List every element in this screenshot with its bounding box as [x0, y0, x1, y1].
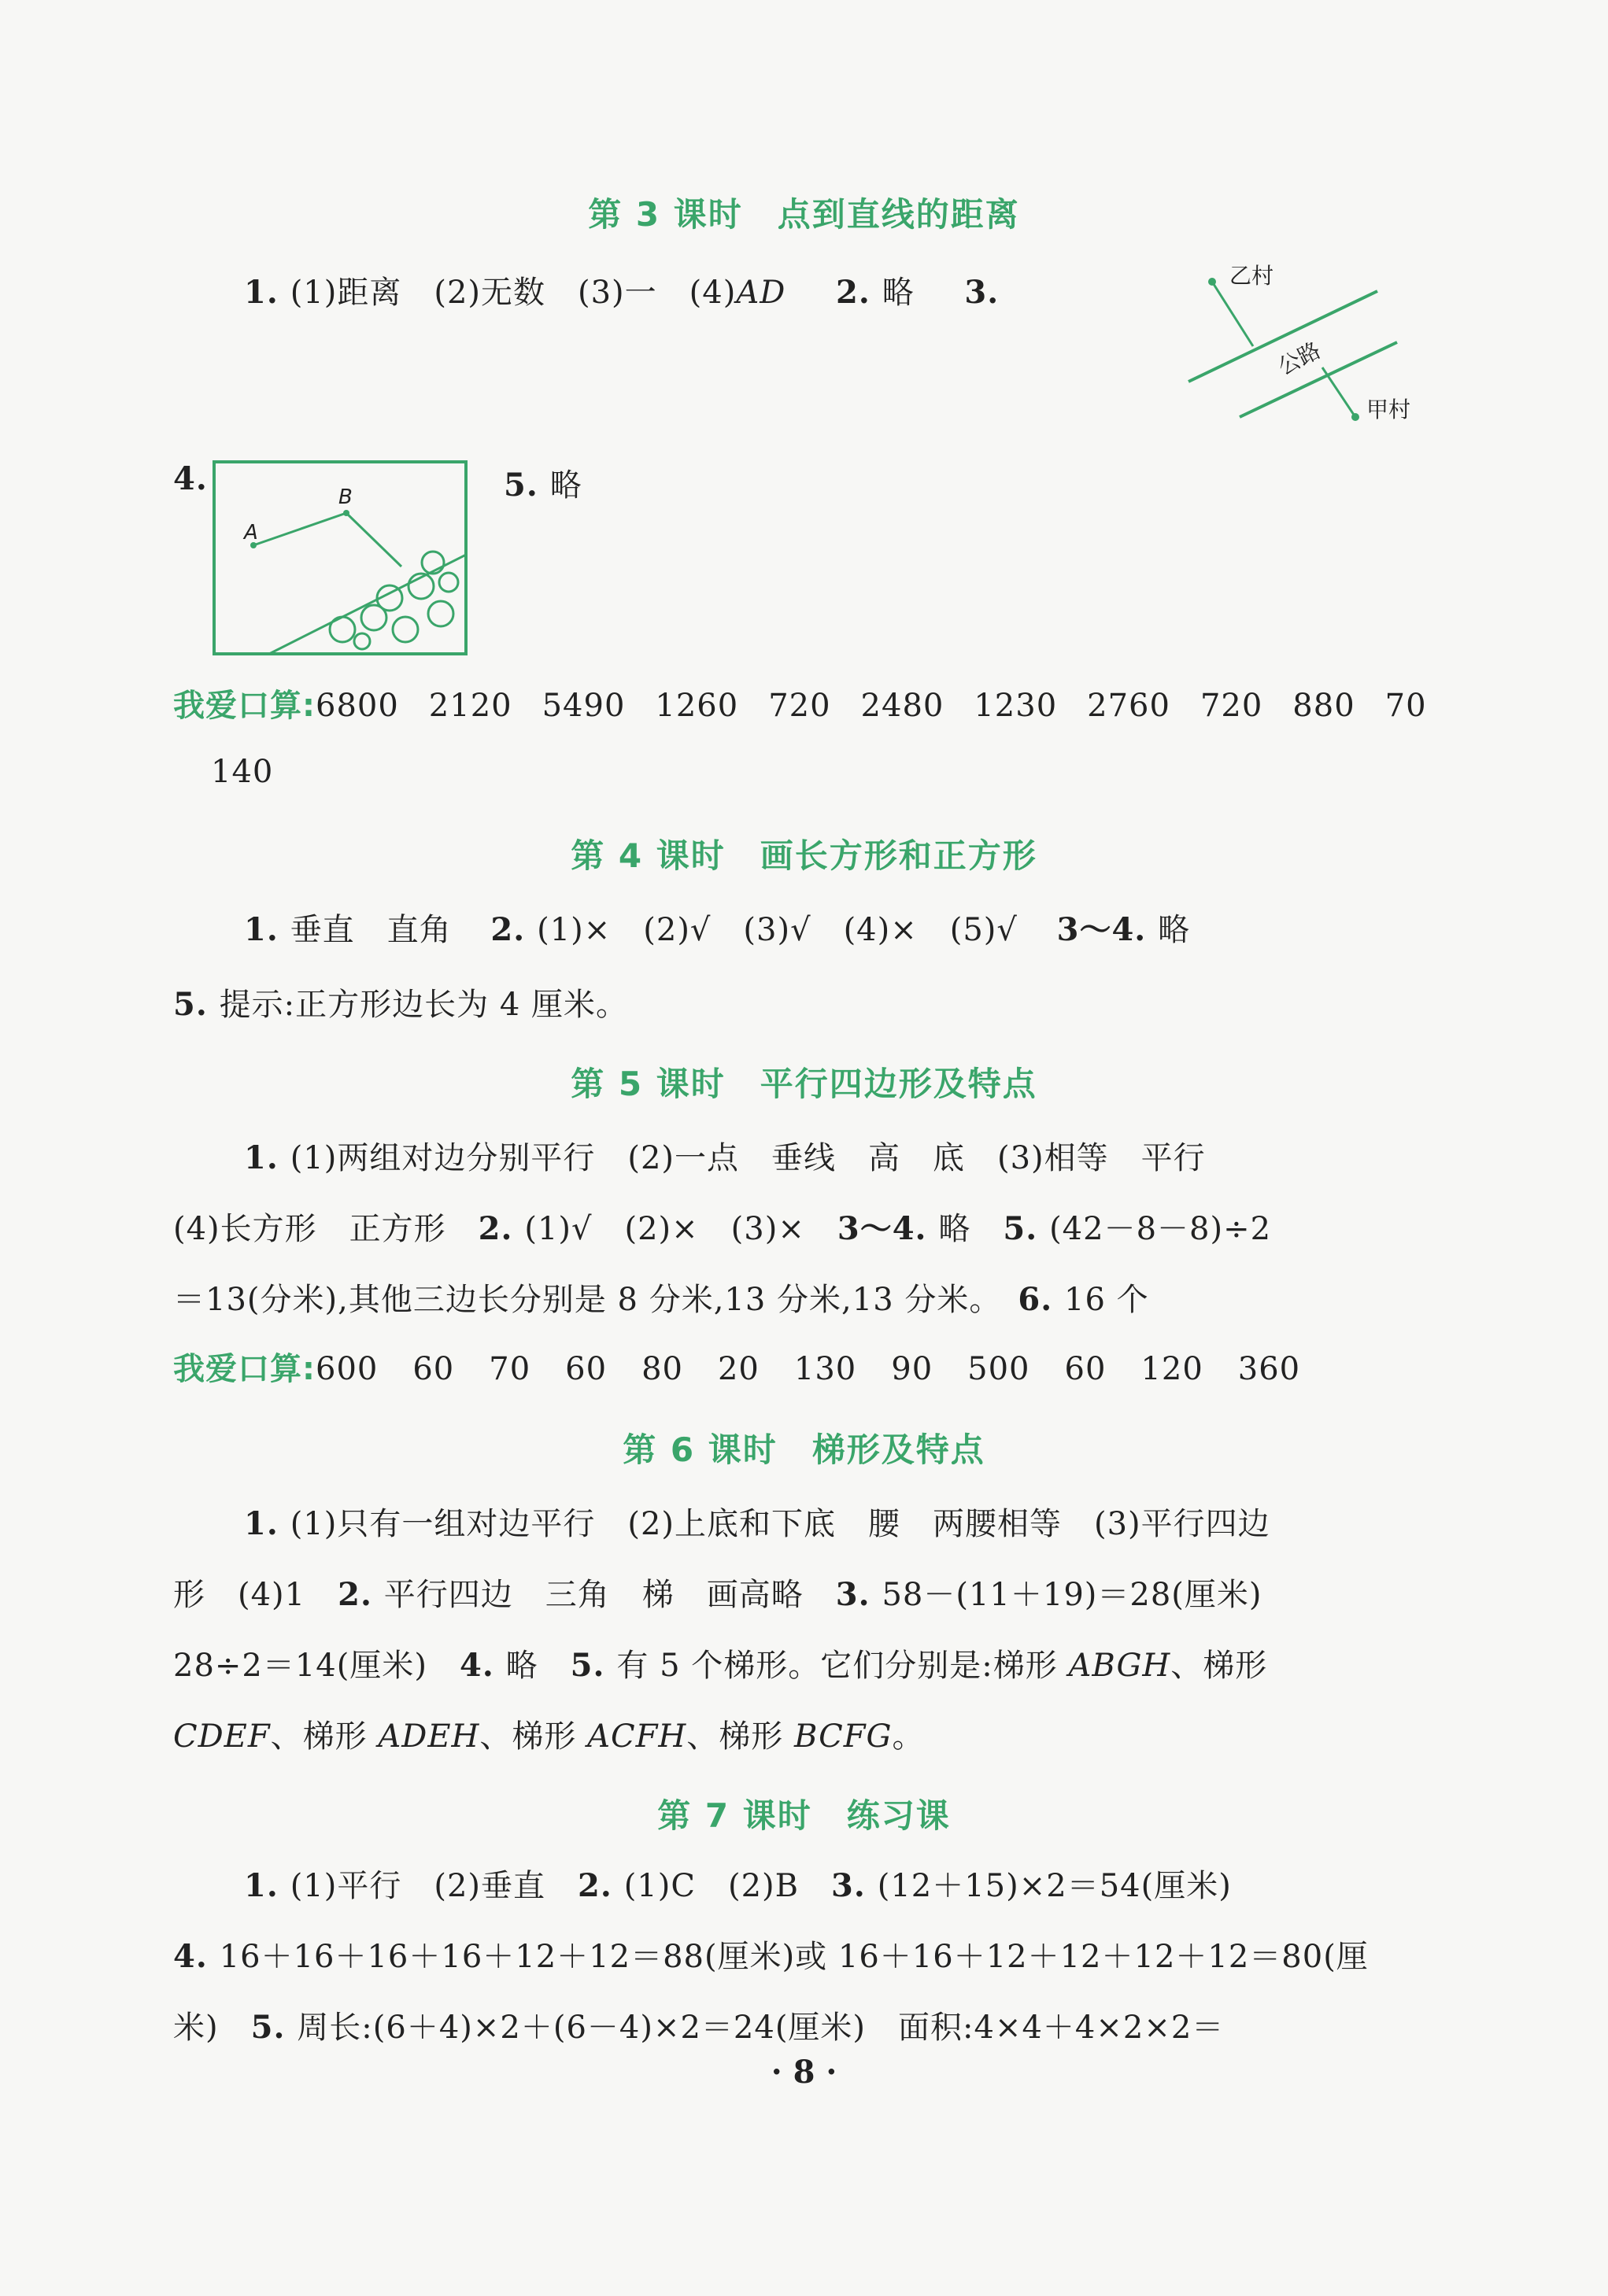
oral-value: 2760: [1087, 688, 1170, 724]
q-number: 6.: [1018, 1281, 1065, 1318]
answer-text: 16＋16＋16＋16＋12＋12＝88(厘米)或 16＋16＋12＋12＋12＋12＝80(厘: [219, 1939, 1369, 1975]
trapezoid-name: ACFH: [587, 1718, 687, 1755]
oral-values: [316, 1351, 1335, 1387]
answer-text: (12＋15)×2＝54(厘米): [877, 1868, 1232, 1904]
oral-value: 600: [316, 1351, 379, 1387]
s3-q4-number: 4.: [173, 460, 208, 497]
s6-line-2: [173, 1570, 1262, 1615]
answer-text: 米): [173, 2010, 251, 2046]
oral-value: 2480: [860, 688, 944, 724]
answer-text: 。: [892, 1718, 925, 1755]
answer-text: 垂直 直角: [290, 912, 452, 948]
point-a-label: A: [244, 521, 258, 544]
oral-values: [316, 688, 1457, 724]
s3-q2-text: 略: [882, 275, 915, 311]
answer-text: 16 个: [1064, 1282, 1149, 1318]
q-number: 3.: [964, 274, 1000, 311]
q-number: 5.: [570, 1647, 617, 1684]
q-number: 1.: [244, 911, 290, 948]
section-title-lesson-5: 第 5 课时 平行四边形及特点: [571, 1065, 1037, 1103]
answer-text: 略: [938, 1211, 1004, 1247]
oral-value: 1230: [974, 688, 1058, 724]
q-number: 2.: [578, 1867, 624, 1904]
s3-q1-ad: AD: [736, 275, 786, 311]
page-number: · 8 ·: [771, 2054, 837, 2091]
oral-value: 20: [717, 1351, 760, 1387]
trapezoid-name: ABGH: [1068, 1648, 1171, 1684]
oral-value: 880: [1292, 688, 1355, 724]
oral-value: 2120: [428, 688, 512, 724]
q-number: 5.: [173, 986, 220, 1023]
answer-text: (1)只有一组对边平行 (2)上底和下底 腰 两腰相等 (3)平行四边: [290, 1506, 1270, 1542]
oral-value: 6800: [316, 688, 399, 724]
answer-text: 、梯形: [479, 1718, 588, 1755]
village-b-label: 乙村: [1229, 263, 1274, 289]
answer-text: 周长:(6＋4)×2＋(6－4)×2＝24(厘米) 面积:4×4＋4×2×2＝: [297, 2010, 1225, 2046]
oral-value: 70: [489, 1351, 531, 1387]
section-title-lesson-6: 第 6 课时 梯形及特点: [623, 1430, 985, 1469]
s5-line-1: [244, 1133, 1206, 1178]
s7-line-2: [173, 1932, 1369, 1977]
oral-value: 70: [1384, 688, 1427, 724]
oral-value: 130: [793, 1351, 857, 1387]
oral-value: 720: [1200, 688, 1263, 724]
s5-oral-calc: [173, 1344, 1335, 1389]
q-number: 3～4.: [837, 1210, 939, 1247]
answer-text: (4)长方形 正方形: [173, 1211, 479, 1247]
oral-value: 60: [412, 1351, 455, 1387]
answer-text: 形 (4)1: [173, 1577, 338, 1613]
answer-text: ＝13(分米),其他三边长分别是 8 分米,13 分米,13 分米。: [173, 1282, 1018, 1318]
answer-text: 略: [1158, 912, 1191, 948]
q-number: 2.: [490, 911, 538, 948]
section-title-lesson-7: 第 7 课时 练习课: [657, 1796, 951, 1835]
answer-text: 、梯形: [270, 1718, 379, 1755]
q-number: 5.: [504, 467, 550, 504]
answer-text: (42－8－8)÷2: [1049, 1211, 1272, 1247]
s4-line-1: [244, 905, 1190, 950]
q-number: 2.: [836, 274, 882, 311]
trapezoid-name: BCFG: [793, 1718, 893, 1755]
q-number: 3～4.: [1056, 911, 1159, 948]
road-label: 公路: [1273, 337, 1325, 381]
s5-line-2: [173, 1204, 1271, 1249]
s5-line-3: [173, 1275, 1149, 1320]
oral-value: 60: [1064, 1351, 1107, 1387]
oral-value: 120: [1140, 1351, 1203, 1387]
oral-value: 1260: [655, 688, 739, 724]
q-number: 3.: [831, 1867, 878, 1904]
s4-line-2: [173, 980, 628, 1024]
answer-text: (1)√ (2)× (3)×: [524, 1211, 837, 1247]
s3-q5: [504, 460, 582, 505]
q-number: 2.: [478, 1210, 525, 1247]
q-number: 1.: [244, 1505, 290, 1542]
answer-text: 58－(11＋19)＝28(厘米): [882, 1577, 1262, 1613]
q-number: 2.: [338, 1576, 384, 1613]
s6-line-4: [173, 1711, 924, 1756]
q-number: 1.: [244, 1139, 290, 1176]
answer-text: (1)× (2)√ (3)√ (4)× (5)√: [537, 912, 1018, 948]
s6-line-1: [244, 1499, 1270, 1544]
answer-text: 、梯形: [1170, 1648, 1268, 1684]
oral-value: 90: [891, 1351, 933, 1387]
oral-value: 5490: [542, 688, 626, 724]
point-b-label: B: [338, 485, 353, 509]
tree-icons: [330, 552, 458, 649]
answer-text: 平行四边 三角 梯 画高略: [383, 1577, 836, 1613]
answer-text: 提示:正方形边长为 4 厘米。: [219, 987, 629, 1023]
trapezoid-name: ADEH: [378, 1718, 480, 1755]
section-title-lesson-3: 第 3 课时 点到直线的距离: [588, 195, 1020, 234]
park-path-figure: [213, 460, 472, 657]
oral-value: 720: [768, 688, 831, 724]
answer-text: (1)平行 (2)垂直: [290, 1868, 579, 1904]
answer-text: 、梯形: [686, 1718, 794, 1755]
q-number: 5.: [1003, 1210, 1050, 1247]
answer-text: 28÷2＝14(厘米): [173, 1648, 460, 1684]
answer-text: 略: [505, 1648, 571, 1684]
s3-oral-line2: 140: [211, 754, 274, 790]
answer-text: (1)C (2)B: [623, 1868, 832, 1904]
oral-calc-label: 我爱口算:: [173, 688, 316, 724]
q-number: 4.: [173, 1938, 220, 1975]
q-number: 1.: [244, 274, 290, 311]
oral-calc-label: 我爱口算:: [173, 1351, 316, 1387]
q-number: 3.: [835, 1576, 882, 1613]
oral-value: 360: [1237, 1351, 1301, 1387]
answer-text: (1)两组对边分别平行 (2)一点 垂线 高 底 (3)相等 平行: [290, 1140, 1206, 1176]
village-a-label: 甲村: [1366, 397, 1411, 423]
s3-q5-text: 略: [549, 467, 582, 504]
s7-line-1: [244, 1861, 1232, 1906]
s3-line-1: [244, 268, 999, 312]
road-village-figure: [1181, 260, 1440, 441]
oral-value: 500: [967, 1351, 1030, 1387]
s3-q1-text: (1)距离 (2)无数 (3)一 (4): [290, 275, 737, 311]
q-number: 5.: [250, 2009, 298, 2046]
trapezoid-name: CDEF: [173, 1718, 271, 1755]
oral-value: 60: [565, 1351, 608, 1387]
q-number: 1.: [244, 1867, 290, 1904]
section-title-lesson-4: 第 4 课时 画长方形和正方形: [571, 836, 1037, 875]
oral-value: 80: [641, 1351, 683, 1387]
answer-text: 有 5 个梯形。它们分别是:梯形: [616, 1648, 1069, 1684]
q-number: 4.: [459, 1647, 506, 1684]
s3-oral-calc: [173, 681, 1457, 725]
s6-line-3: [173, 1641, 1267, 1685]
s7-line-3: [173, 2003, 1224, 2047]
